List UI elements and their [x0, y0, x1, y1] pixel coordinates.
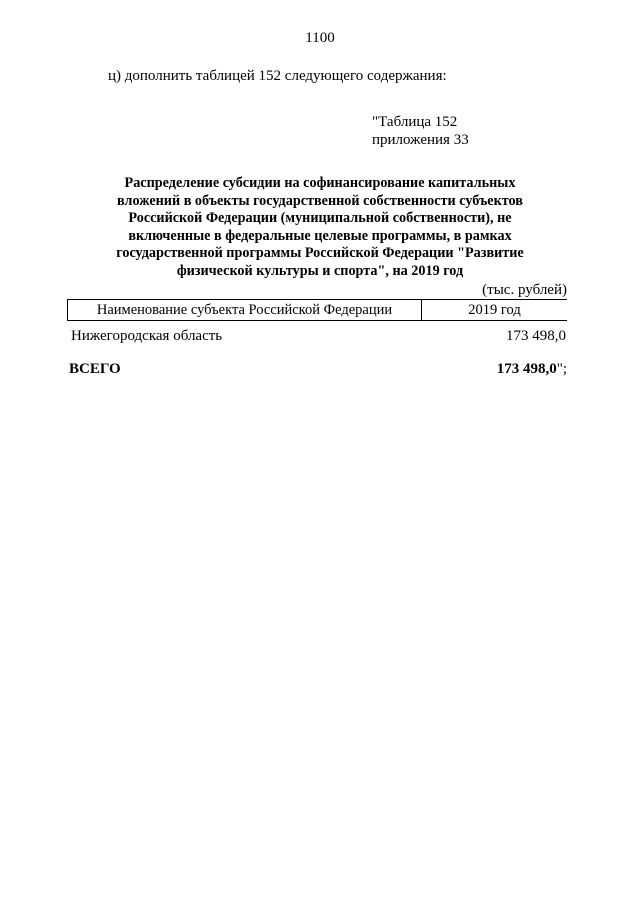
table-row-region-value: 173 498,0	[506, 328, 566, 344]
total-value-cell	[497, 361, 567, 378]
column-header-year: 2019 год	[468, 302, 521, 318]
title-line: государственной программы Российской Федерации "Развитие	[116, 245, 524, 261]
title-line: вложений в объекты государственной собственности субъектов	[117, 192, 523, 209]
total-value: 173 498,0	[496, 361, 557, 377]
page-number: 1100	[305, 30, 335, 46]
total-label: ВСЕГО	[69, 361, 121, 377]
title-line: Распределение субсидии на софинансирование капитальных	[124, 175, 516, 191]
title-line: включенные в федеральные целевые программы, в рамках	[128, 227, 512, 244]
units-label: (тыс. рублей)	[482, 282, 567, 298]
table-header	[67, 299, 567, 321]
table-title	[80, 175, 560, 280]
total-suffix: ";	[556, 361, 567, 377]
intro-text: ц) дополнить таблицей 152 следующего содержания:	[108, 68, 447, 84]
table-reference	[372, 113, 469, 149]
title-line: Российской Федерации (муниципальной собственности), не	[128, 210, 512, 226]
column-header-name: Наименование субъекта Российской Федерации	[67, 300, 422, 320]
table-row-region-name: Нижегородская область	[71, 328, 223, 344]
table-reference-line-1: "Таблица 152	[372, 114, 458, 130]
table-reference-line-2: приложения 33	[372, 132, 469, 148]
title-line: физической культуры и спорта", на 2019 год	[176, 262, 464, 279]
